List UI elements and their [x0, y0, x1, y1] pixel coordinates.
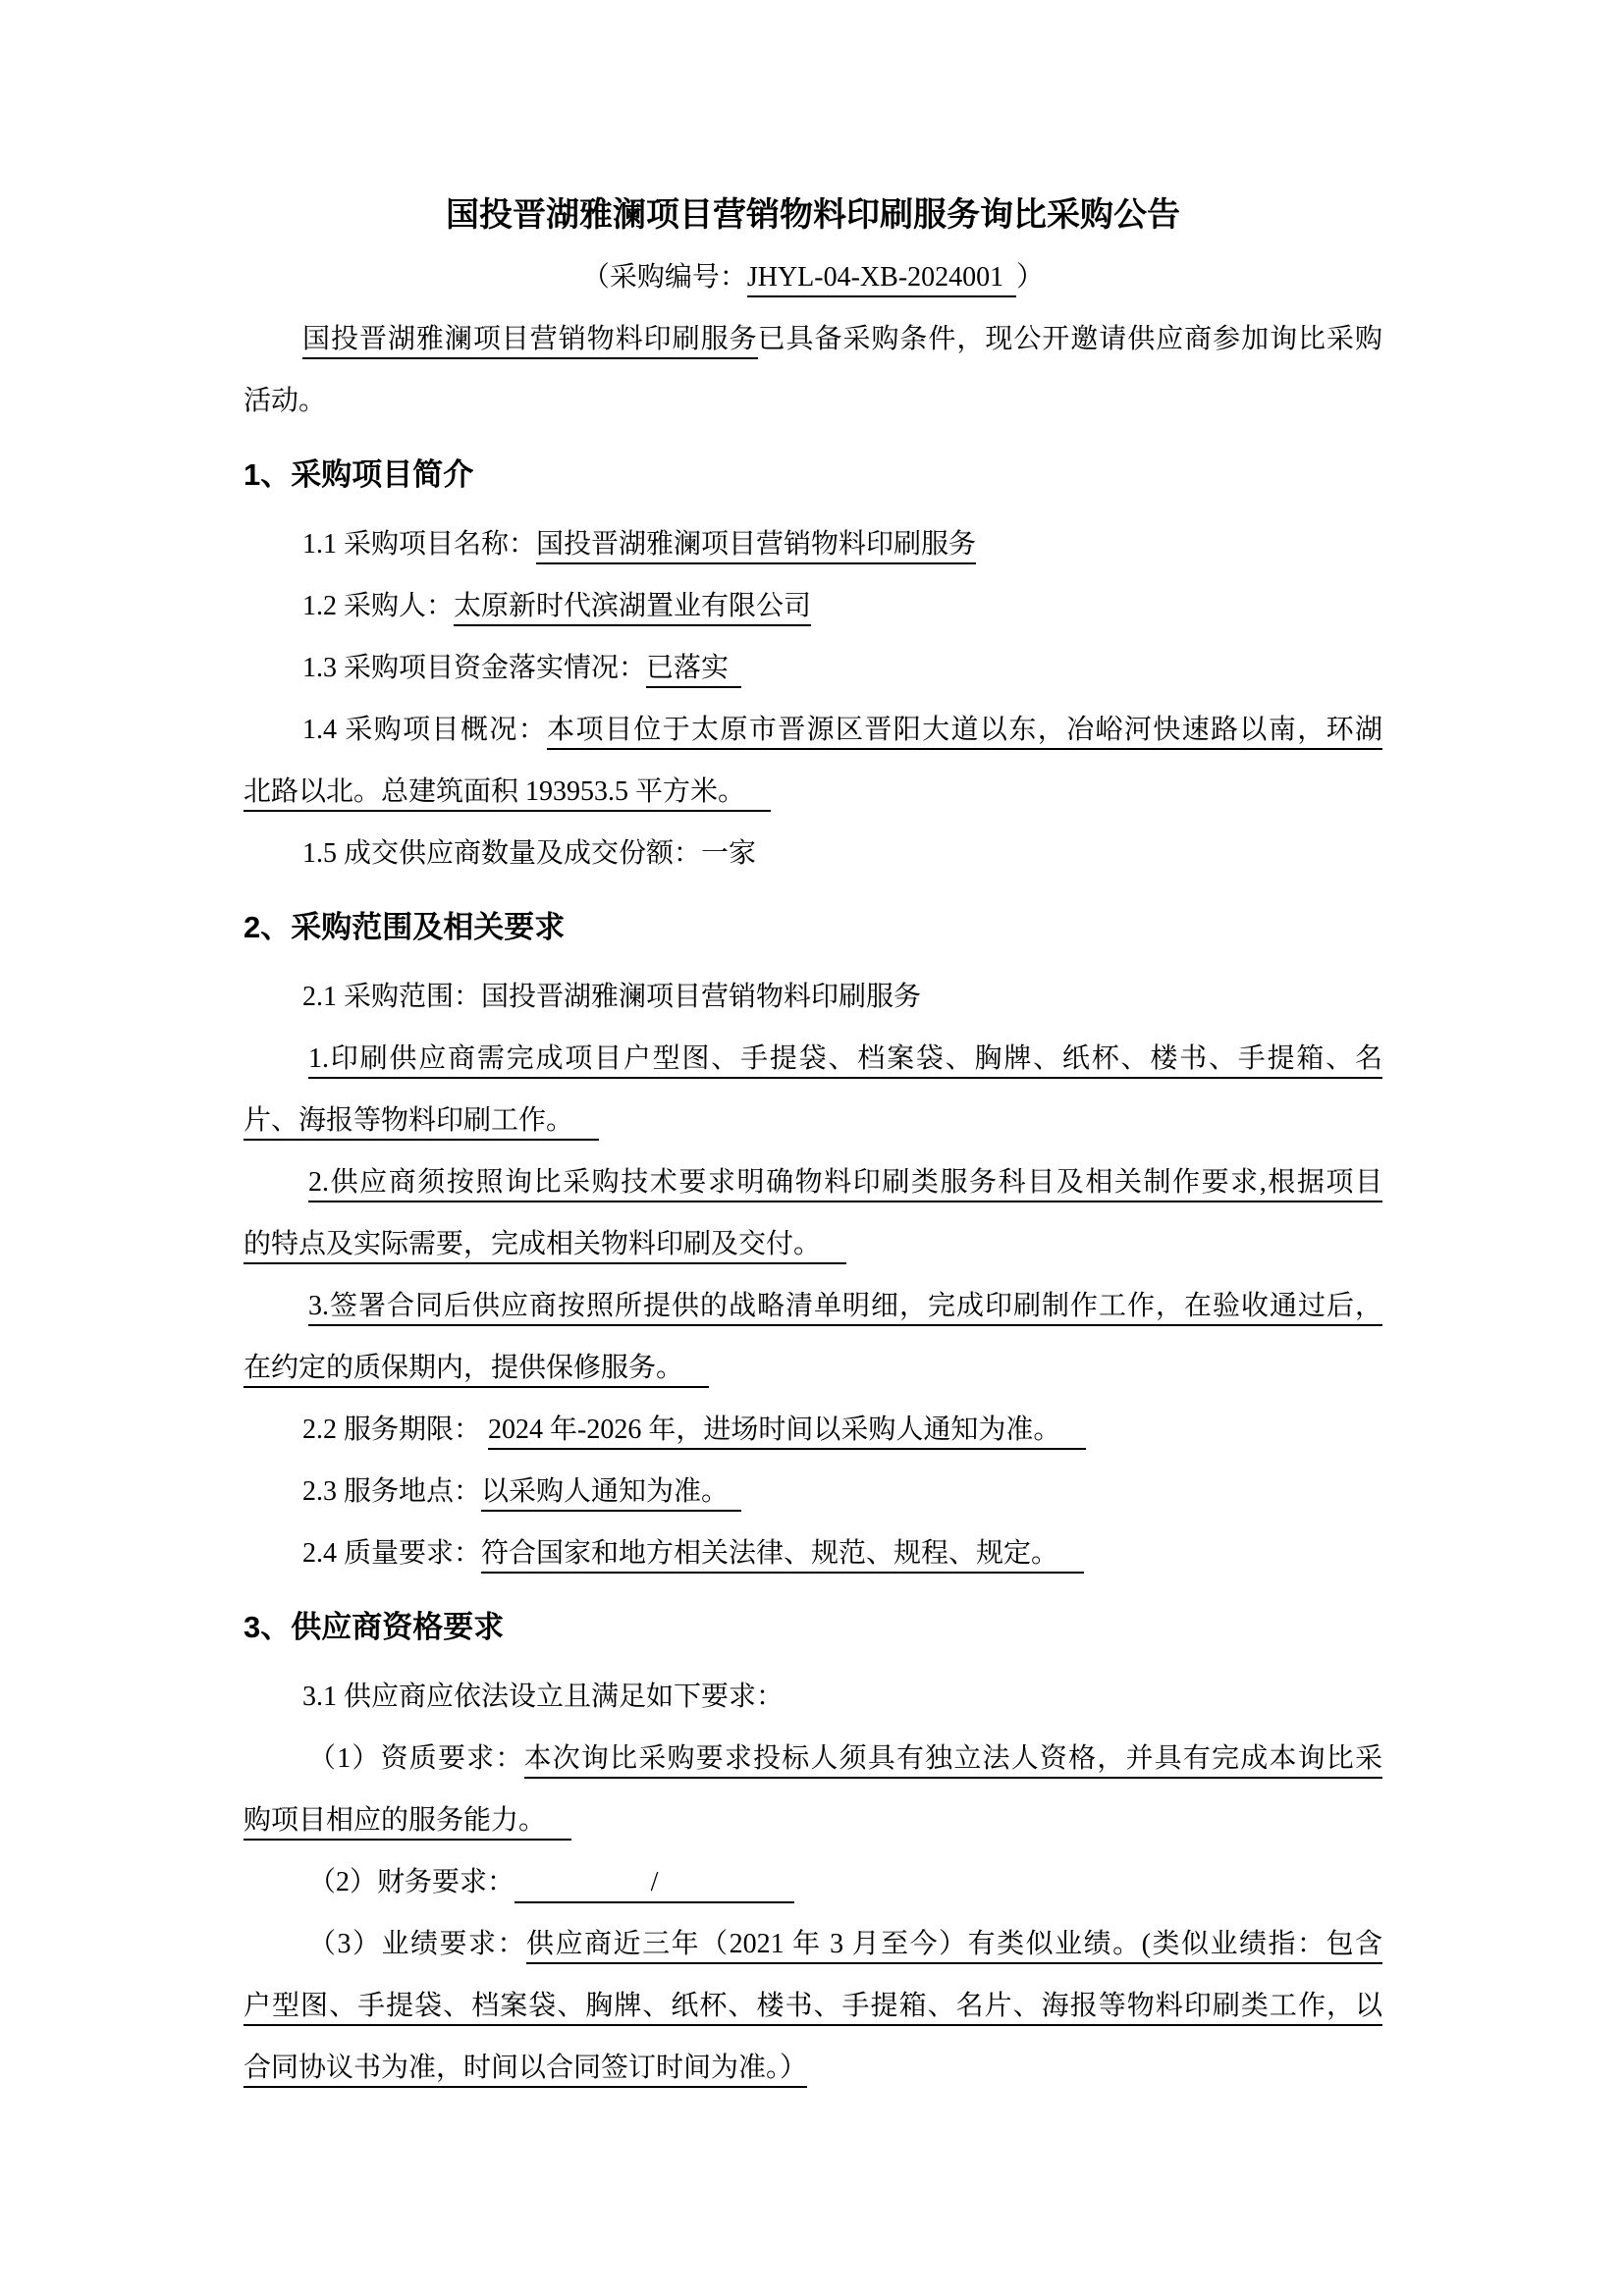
section-heading: 1、采购项目简介	[244, 457, 474, 492]
text-line	[244, 1399, 1382, 1461]
underlined-text: 北路以北。总建筑面积 193953.5 平方米。	[244, 776, 771, 812]
text-segment: （采购编号：	[581, 262, 747, 293]
underlined-text: 供应商近三年（2021 年 3 月至今）有类似业绩。(类似业绩指：包含	[526, 1929, 1382, 1964]
underlined-text: 购项目相应的服务能力。	[244, 1805, 571, 1841]
text-line	[244, 308, 1382, 370]
finance-blank-slash: /	[514, 1867, 794, 1903]
underlined-text: 在约定的质保期内，提供保修服务。	[244, 1353, 709, 1388]
text-line	[244, 1090, 1382, 1151]
underlined-text: 片、海报等物料印刷工作。	[244, 1105, 599, 1141]
underlined-text: 3.签署合同后供应商按照所提供的战略清单明细，完成印刷制作工作，在验收通过后，	[308, 1291, 1382, 1326]
text-line	[244, 637, 1382, 699]
text-line	[244, 761, 1382, 823]
text-line	[244, 823, 1382, 884]
underlined-text: 符合国家和地方相关法律、规范、规程、规定。	[481, 1538, 1084, 1574]
underlined-text: 太原新时代滨湖置业有限公司	[454, 591, 811, 626]
text-line	[244, 1275, 1382, 1337]
text-line	[244, 1666, 1382, 1728]
text-segment: 1.2 采购人：	[302, 591, 455, 621]
procurement-number-line	[244, 246, 1382, 308]
text-segment: 2.4 质量要求：	[302, 1538, 482, 1569]
text-segment: （3）业绩要求：	[308, 1929, 527, 1959]
text-segment: ）	[1016, 262, 1045, 293]
underlined-text: 的特点及实际需要，完成相关物料印刷及交付。	[244, 1229, 846, 1264]
text-line	[244, 1028, 1382, 1090]
text-line	[244, 513, 1382, 575]
underlined-text: 国投晋湖雅澜项目营销物料印刷服务	[302, 324, 758, 359]
underlined-text: 本项目位于太原市晋源区晋阳大道以东，冶峪河快速路以南，环湖	[547, 715, 1382, 750]
section-heading: 3、供应商资格要求	[244, 1610, 505, 1644]
section-heading: 2、采购范围及相关要求	[244, 910, 566, 944]
underlined-text: 国投晋湖雅澜项目营销物料印刷服务	[536, 529, 976, 564]
text-line	[244, 1151, 1382, 1213]
text-line	[244, 1213, 1382, 1275]
text-segment: 1.1 采购项目名称：	[302, 529, 537, 560]
text-segment: 2.2 服务期限：	[302, 1415, 489, 1445]
text-segment: 1.4 采购项目概况：	[302, 715, 548, 745]
text-line	[244, 1522, 1382, 1584]
text-line	[244, 1461, 1382, 1522]
text-line	[244, 575, 1382, 637]
text-line	[244, 1851, 1382, 1913]
text-line	[244, 370, 1382, 432]
underlined-text: 户型图、手提袋、档案袋、胸牌、纸杯、楼书、手提箱、名片、海报等物料印刷类工作，以	[244, 1991, 1382, 2026]
text-segment: （2）财务要求：	[308, 1867, 515, 1897]
underlined-text: 以采购人通知为准。	[481, 1476, 741, 1512]
text-segment: 2.3 服务地点：	[302, 1476, 482, 1507]
text-line	[244, 1337, 1382, 1399]
text-segment: 1.3 采购项目资金落实情况：	[302, 653, 647, 683]
text-segment: 已具备采购条件，现公开邀请供应商参加询比采购	[757, 324, 1382, 354]
underlined-text: 合同协议书为准，时间以合同签订时间为准。）	[244, 2053, 807, 2088]
text-line	[244, 1789, 1382, 1851]
underlined-text: 已落实	[646, 653, 741, 688]
text-line	[244, 1975, 1382, 2037]
text-segment: （1）资质要求：	[308, 1743, 524, 1774]
text-line	[244, 1728, 1382, 1789]
text-segment: 活动。	[244, 386, 327, 416]
document-content	[244, 185, 1382, 2099]
text-line	[244, 1913, 1382, 1975]
text-segment: 3.1 供应商应依法设立且满足如下要求：	[302, 1682, 785, 1712]
underlined-text: 1.印刷供应商需完成项目户型图、手提袋、档案袋、胸牌、纸杯、楼书、手提箱、名	[308, 1043, 1382, 1079]
text-segment: 1.5 成交供应商数量及成交份额：一家	[302, 838, 757, 869]
underlined-text: 2024 年-2026 年，进场时间以采购人通知为准。	[488, 1415, 1086, 1450]
underlined-text: JHYL-04-XB-2024001	[747, 262, 1016, 297]
document-title: 国投晋湖雅澜项目营销物料印刷服务询比采购公告	[446, 196, 1180, 234]
text-line	[244, 2037, 1382, 2099]
underlined-text: 本次询比采购要求投标人须具有独立法人资格，并具有完成本询比采	[524, 1743, 1382, 1779]
text-line	[244, 699, 1382, 761]
underlined-text: 2.供应商须按照询比采购技术要求明确物料印刷类服务科目及相关制作要求,根据项目	[308, 1167, 1382, 1202]
text-line	[244, 966, 1382, 1028]
text-segment: 2.1 采购范围：国投晋湖雅澜项目营销物料印刷服务	[302, 982, 922, 1012]
